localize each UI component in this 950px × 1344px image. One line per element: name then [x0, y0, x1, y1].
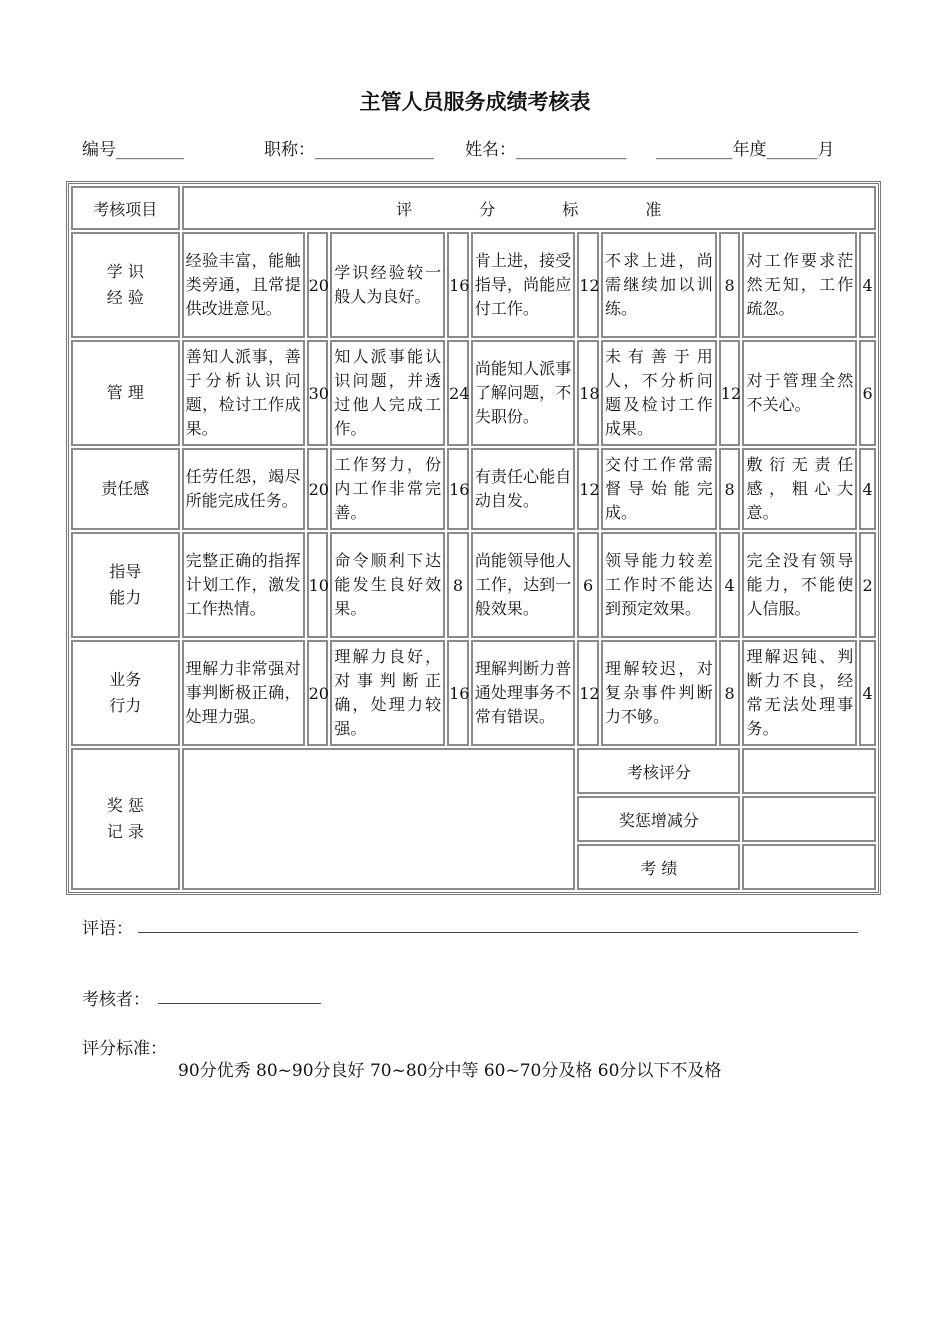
criteria-desc: 完全没有领导能力，不能使人信服。	[742, 532, 857, 638]
criteria-score[interactable]: 4	[719, 532, 741, 638]
item-label-line: 业务	[109, 670, 142, 689]
criteria-score[interactable]: 12	[577, 640, 599, 746]
criteria-desc: 命令顺利下达能发生良好效果。	[330, 532, 445, 638]
criteria-score[interactable]: 20	[307, 448, 329, 530]
criteria-desc: 理解判断力普通处理事务不常有错误。	[471, 640, 575, 746]
criteria-desc: 尚能领导他人工作，达到一般效果。	[471, 532, 575, 638]
reward-label	[71, 748, 180, 890]
criteria-desc: 理解迟钝、判断力不良，经常无法处理事务。	[742, 640, 857, 746]
assessment-score-label: 考核评分	[577, 748, 740, 794]
criteria-desc: 对于管理全然不关心。	[742, 340, 857, 446]
performance-value[interactable]	[742, 844, 876, 890]
criteria-score[interactable]: 4	[859, 448, 876, 530]
reward-label-line: 奖 惩	[106, 796, 144, 815]
criteria-desc: 学识经验较一般人为良好。	[330, 232, 445, 338]
criteria-desc: 对工作要求茫然无知，工作疏忽。	[742, 232, 857, 338]
assessment-table	[66, 181, 881, 895]
criteria-score[interactable]: 4	[859, 640, 876, 746]
reward-label-line: 记 录	[106, 822, 144, 841]
criteria-score[interactable]: 6	[859, 340, 876, 446]
criteria-score[interactable]: 20	[307, 640, 329, 746]
criteria-score[interactable]: 4	[859, 232, 876, 338]
standard-header-char: 准	[645, 199, 662, 219]
criteria-score[interactable]: 12	[577, 232, 599, 338]
standard-header-char: 评	[396, 199, 413, 219]
grading-label: 评分标准：	[82, 1039, 167, 1059]
criteria-desc: 领导能力较差工作时不能达到预定效果。	[601, 532, 717, 638]
reviewer-input-line[interactable]	[158, 1003, 321, 1004]
standard-header	[182, 186, 876, 230]
assessment-score-value[interactable]	[742, 748, 876, 794]
item-label	[71, 448, 180, 530]
item-label-line: 责任感	[101, 479, 150, 498]
criteria-score[interactable]: 18	[577, 340, 599, 446]
comment-label: 评语：	[82, 919, 133, 939]
header-meta	[82, 135, 882, 161]
name-field[interactable]: 姓名：_____________	[465, 140, 627, 160]
criteria-score[interactable]: 6	[577, 532, 599, 638]
criteria-score[interactable]: 8	[719, 640, 741, 746]
page-title: 主管人员服务成绩考核表	[359, 90, 591, 114]
criteria-desc: 未有善于用人，不分析问题及检讨工作成果。	[601, 340, 717, 446]
item-label	[71, 232, 180, 338]
table-row	[71, 232, 876, 338]
criteria-score[interactable]: 8	[719, 448, 741, 530]
criteria-desc: 尚能知人派事了解问题，不失职份。	[471, 340, 575, 446]
criteria-score[interactable]: 16	[447, 448, 469, 530]
criteria-score[interactable]: 24	[447, 340, 469, 446]
criteria-score[interactable]: 2	[859, 532, 876, 638]
comment-input-line[interactable]	[138, 932, 858, 933]
job-title-field[interactable]: 职称：______________	[264, 140, 434, 160]
criteria-score[interactable]: 20	[307, 232, 329, 338]
item-label-line: 能力	[109, 588, 142, 607]
reward-record-area[interactable]	[182, 748, 576, 890]
item-label-line: 管 理	[106, 383, 144, 402]
item-label-line: 指导	[109, 562, 142, 581]
year-month-field[interactable]: _________年度______月	[656, 140, 835, 160]
standard-header-char: 标	[562, 199, 579, 219]
criteria-desc: 完整正确的指挥计划工作，激发工作热情。	[182, 532, 305, 638]
item-label	[71, 532, 180, 638]
criteria-desc: 善知人派事，善于分析认识问题，检讨工作成果。	[182, 340, 305, 446]
criteria-score[interactable]: 8	[447, 532, 469, 638]
criteria-desc: 知人派事能认识问题，并透过他人完成工作。	[330, 340, 445, 446]
criteria-score[interactable]: 12	[719, 340, 741, 446]
criteria-score[interactable]: 12	[577, 448, 599, 530]
table-row	[71, 640, 876, 746]
criteria-desc: 交付工作常需督导始能完成。	[601, 448, 717, 530]
criteria-desc: 肯上进，接受指导，尚能应付工作。	[471, 232, 575, 338]
criteria-desc: 理解力非常强对事判断极正确，处理力强。	[182, 640, 305, 746]
criteria-score[interactable]: 8	[719, 232, 741, 338]
table-row	[71, 448, 876, 530]
performance-label: 考 绩	[577, 844, 740, 890]
criteria-desc: 任劳任怨，竭尽所能完成任务。	[182, 448, 305, 530]
criteria-score[interactable]: 30	[307, 340, 329, 446]
item-label	[71, 640, 180, 746]
item-label-line: 经 验	[106, 288, 144, 307]
criteria-desc: 理解力良好，对事判断正确，处理力较强。	[330, 640, 445, 746]
criteria-score[interactable]: 16	[447, 640, 469, 746]
criteria-desc: 理解较迟，对复杂事件判断力不够。	[601, 640, 717, 746]
criteria-score[interactable]: 10	[307, 532, 329, 638]
table-row	[71, 532, 876, 638]
criteria-desc: 有责任心能自动自发。	[471, 448, 575, 530]
reward-adjust-label: 奖惩增减分	[577, 796, 740, 842]
item-label	[71, 340, 180, 446]
criteria-desc: 工作努力，份内工作非常完善。	[330, 448, 445, 530]
item-label-line: 学 识	[106, 262, 144, 281]
criteria-desc: 经验丰富，能触类旁通，且常提供改进意见。	[182, 232, 305, 338]
reviewer-label: 考核者：	[82, 990, 150, 1010]
item-label-line: 行力	[109, 696, 142, 715]
criteria-desc: 敷衍无责任感，粗心大意。	[742, 448, 857, 530]
reward-adjust-value[interactable]	[742, 796, 876, 842]
item-header: 考核项目	[71, 186, 180, 230]
criteria-score[interactable]: 16	[447, 232, 469, 338]
standard-header-char: 分	[479, 199, 496, 219]
grading-text: 90分优秀 80~90分良好 70~80分中等 60~70分及格 60分以下不及格	[178, 1061, 722, 1081]
number-field[interactable]: 编号________	[82, 140, 184, 160]
reward-row	[71, 748, 876, 794]
table-row	[71, 340, 876, 446]
criteria-desc: 不求上进，尚需继续加以训练。	[601, 232, 717, 338]
